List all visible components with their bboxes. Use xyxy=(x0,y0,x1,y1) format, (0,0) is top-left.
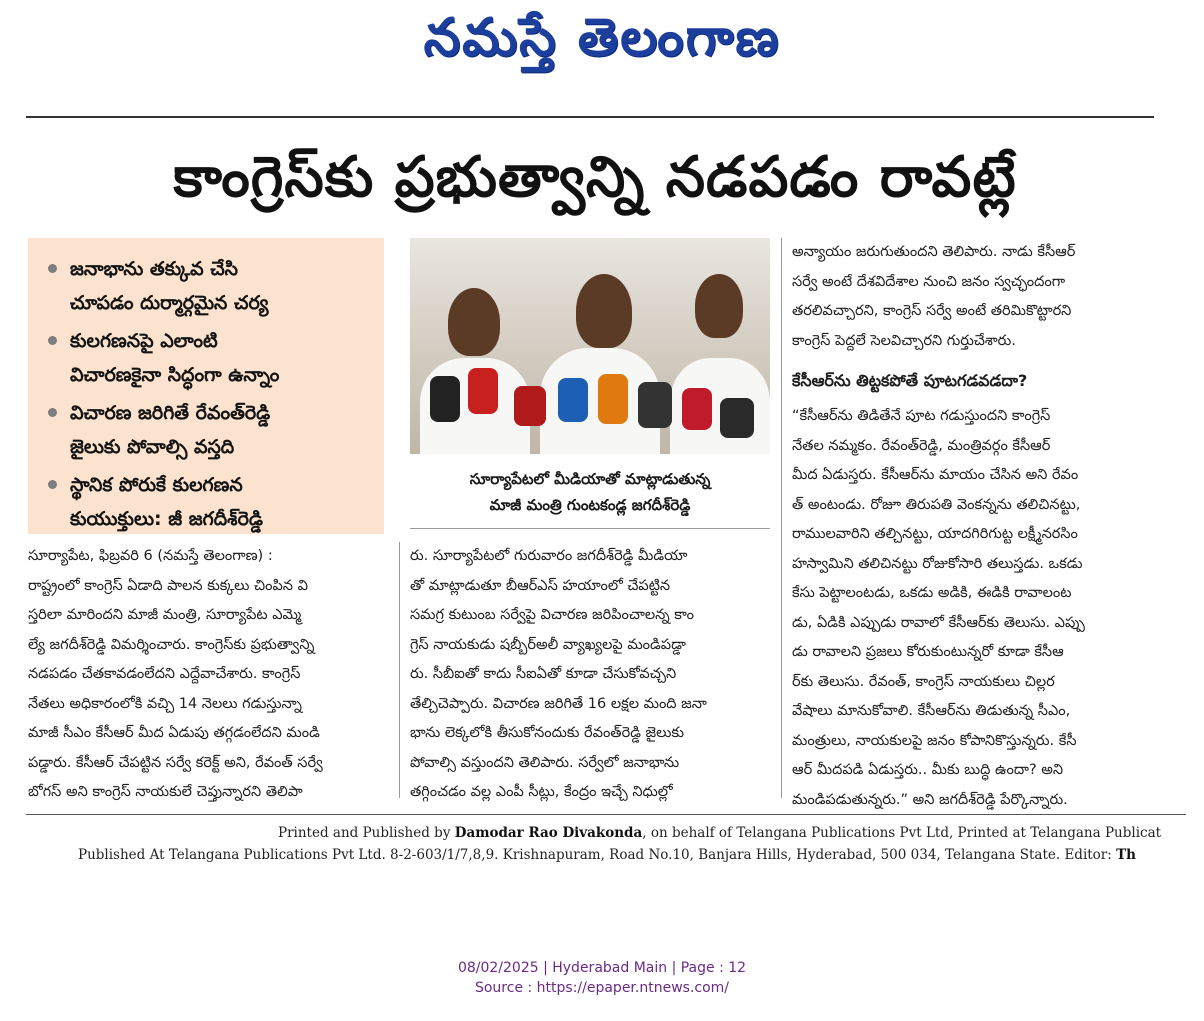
text-line: రు. సూర్యాపేటలో గురువారం జగదీశ్‌రెడ్డి మీడియా xyxy=(410,548,688,564)
text-line: మీద ఏడుస్తరు. కేసీఆర్‌ను మాయం చేసిన అని రేవం xyxy=(792,467,1079,483)
bullet-icon xyxy=(48,408,57,417)
text-line: హస్వామిని తలిచినట్టు రోజుకోసారి తలుస్తడు. ఒకడు xyxy=(792,555,1083,572)
microphone-icon xyxy=(598,374,628,424)
text-line: మండిపడుతున్నరు.” అని జగదీశ్‌రెడ్డి పేర్కొన్నారు. xyxy=(792,791,1068,808)
column-divider xyxy=(399,542,400,798)
imprint-line-1 xyxy=(0,822,1204,844)
text-line: డు, ఏడికి ఎప్పుడు రావాలో కేసీఆర్‌కు తెలుసు. ఎప్పు xyxy=(792,614,1085,631)
text-line: వేషాలు మానుకోవాలి. కేసీఆర్‌ను తిడుతున్న సీఎం, xyxy=(792,703,1071,719)
highlight-line: విచారణ జరిగితే రేవంత్‌రెడ్డి xyxy=(70,402,271,424)
highlight-line: విచారణకైనా సిద్ధంగా ఉన్నాం xyxy=(70,364,280,386)
text-line: త్ అంటండు. రోజూ తిరుపతి వెంకన్నను తలిచినట్టు, xyxy=(792,496,1081,513)
highlight-line: చూపడం దుర్మార్గమైన చర్య xyxy=(70,292,269,314)
highlight-line: కులగణనపై ఎలాంటి xyxy=(70,330,218,352)
bullet-icon xyxy=(48,480,57,489)
bullet-icon xyxy=(48,264,57,273)
text-line: సూర్యాపేట, ఫిబ్రవరి 6 (నమస్తే తెలంగాణ) : xyxy=(28,548,273,564)
text-line: తో మాట్లాడుతూ బీఆర్‌ఎస్ హయాంలో చేపట్టిన xyxy=(410,577,671,594)
highlight-line: కుయుక్తులు: జీ జగదీశ్‌రెడ్డి xyxy=(70,508,263,530)
text-line: డు రావాలని ప్రజలు కోరుకుంటున్నరో కూడా కేసీఆ xyxy=(792,644,1064,660)
text-line: ర్‌కు తెలుసు. రేవంత్, కాంగ్రెస్ నాయకులు చిల్లర xyxy=(792,673,1055,690)
bullet-icon xyxy=(48,336,57,345)
highlights-box xyxy=(28,238,384,534)
highlight-item xyxy=(46,468,374,536)
caption-divider xyxy=(410,528,770,529)
source-link[interactable]: Source : https://epaper.ntnews.com/ xyxy=(474,980,730,996)
article-column-2 xyxy=(410,542,772,808)
text-line: నడపడం చేతకావడంలేదని ఎద్దేవాచేశారు. కాంగ్రెస్ xyxy=(28,666,301,682)
highlight-line: జనాభాను తక్కువ చేసి xyxy=(70,258,239,280)
text-line: రాష్ట్రంలో కాంగ్రెస్ ఏడాది పాలన కుక్కలు చింపిన వి xyxy=(28,577,308,594)
highlight-line: స్థానిక పోరుకే కులగణన xyxy=(70,474,243,496)
article-column-1 xyxy=(28,542,390,808)
editor-name: Th xyxy=(1116,847,1136,863)
text-line: “కేసీఆర్‌ను తిడితేనే పూట గడుస్తుందని కాంగ్రెస్ xyxy=(792,408,1051,424)
masthead-logo: నమస్తే తెలంగాణ xyxy=(423,8,781,68)
headline: కాంగ్రెస్‌కు ప్రభుత్వాన్ని నడపడం రావట్లే xyxy=(173,145,1017,210)
text-line: ల్యే జగదీశ్‌రెడ్డి విమర్శించారు. కాంగ్రెస్‌కు ప్రభుత్వాన్ని xyxy=(28,636,315,653)
imprint-line-2 xyxy=(0,844,1204,866)
text-line: నేతలు అధికారంలోకి వచ్చి 14 నెలలు గడుస్తున్నా xyxy=(28,695,302,712)
text-line: కేసు పెట్టాలంటడు, ఒకడు అడికి, ఈడికి రావాలంట xyxy=(792,585,1072,601)
photo-caption xyxy=(410,466,770,518)
microphone-icon xyxy=(638,382,672,428)
text-line: రాములవారిని తల్చినట్టు, యాదగిరిగుట్ట లక్ష్మీనరసిం xyxy=(792,526,1078,542)
caption-line: మాజీ మంత్రి గుంటకండ్ల జగదీశ్‌రెడ్డి xyxy=(489,496,691,514)
text-line: తేల్చిచెప్పారు. విచారణ జరిగితే 16 లక్షల మంది జనా xyxy=(410,695,707,712)
photo-figure xyxy=(695,274,743,338)
text-line: కాంగ్రెస్ పెద్దలే సెలవిచ్చారని గుర్తుచేశారు. xyxy=(792,332,1016,349)
text-line: తరలివచ్చారని, కాంగ్రెస్ సర్వే అంటే తరిమికొట్టారని xyxy=(792,303,1072,319)
text-line: సర్వే అంటే దేశవిదేశాల నుంచి జనం స్వచ్ఛందంగా xyxy=(792,273,1066,290)
microphone-icon xyxy=(514,386,546,426)
text-line: ఆర్ మీదపడి ఏడుస్తరు.. మీకు బుద్ధి ఉందా? అని xyxy=(792,762,1064,778)
microphone-icon xyxy=(682,388,712,430)
edition-info: 08/02/2025 | Hyderabad Main | Page : 12 xyxy=(457,960,747,976)
text-line: పడ్డారు. కేసీఆర్ చేపట్టిన సర్వే కరెక్ట్ అని, రేవంత్ సర్వే xyxy=(28,754,323,771)
highlight-line: జైలుకు పోవాల్సి వస్తది xyxy=(70,436,235,458)
imprint-text: Published At Telangana Publications Pvt Ltd. 8-2-603/1/7,8,9. Krishnapuram, Road No.10, Banjara Hills, Hyderabad, 500 034, Telangana State. Editor: xyxy=(78,847,1117,863)
microphone-icon xyxy=(720,398,754,438)
microphone-icon xyxy=(430,376,460,422)
publisher-name: Damodar Rao Divakonda xyxy=(454,825,643,841)
news-photo xyxy=(410,238,770,454)
photo-figure xyxy=(448,288,500,356)
text-line: అన్యాయం జరుగుతుందని తెలిపారు. నాడు కేసీఆర్ xyxy=(792,244,1076,260)
text-line: రు. సీబీఐతో కాదు సీఐఏతో కూడా చేసుకోవచ్చని xyxy=(410,666,677,682)
text-line: భాను లెక్కలోకి తీసుకోనందుకు రేవంత్‌రెడ్డి జైలుకు xyxy=(410,725,685,741)
microphone-icon xyxy=(468,368,498,414)
text-line: బోగస్ అని కాంగ్రెస్ నాయకులే చెప్తున్నారని తెలిపా xyxy=(28,784,303,800)
highlight-item xyxy=(46,324,374,392)
microphone-icon xyxy=(558,378,588,422)
text-line: పోవాల్సి వస్తుందని తెలిపారు. సర్వేలో జనాభాను xyxy=(410,754,680,771)
article-subheading: కేసీఆర్‌ను తిట్టకపోతే పూటగడవడదా? xyxy=(792,371,1028,390)
text-line: స్తరిలా మారిందని మాజీ మంత్రి, సూర్యాపేట ఎమ్మె xyxy=(28,607,302,623)
text-line: తగ్గించడం వల్ల ఎంపీ సీట్లు, కేంద్రం ఇచ్చే నిధుల్లో xyxy=(410,784,673,800)
text-line: గ్రెస్ నాయకుడు షబ్బీర్‌అలీ వ్యాఖ్యలపై మండిపడ్డా xyxy=(410,636,686,653)
text-line: మంత్రులు, నాయకులపై జనం కోపానికొస్తున్నరు. కేసీ xyxy=(792,732,1077,749)
column-divider xyxy=(781,238,782,798)
text-line: మాజీ సీఎం కేసీఆర్ మీద ఏడుపు తగ్గడంలేదని మండి xyxy=(28,725,320,741)
highlight-item xyxy=(46,252,374,320)
photo-figure xyxy=(576,274,632,348)
text-line: సమగ్ర కుటుంబ సర్వేపై విచారణ జరిపించాలన్న కాం xyxy=(410,607,695,623)
top-divider xyxy=(26,116,1154,118)
imprint-text: , on behalf of Telangana Publications Pvt Ltd, Printed at Telangana Publicat xyxy=(642,825,1162,841)
article-column-3 xyxy=(792,238,1162,815)
caption-line: సూర్యాపేటలో మీడియాతో మాట్లాడుతున్న xyxy=(469,470,711,488)
page-footer xyxy=(0,958,1204,998)
bottom-divider xyxy=(26,814,1186,815)
print-imprint xyxy=(0,822,1204,866)
text-line: నేతల నమ్మకం. రేవంత్‌రెడ్డి, మంత్రివర్గం కేసీఆర్ xyxy=(792,437,1051,454)
imprint-text: Printed and Published by xyxy=(278,825,455,841)
highlight-item xyxy=(46,396,374,464)
